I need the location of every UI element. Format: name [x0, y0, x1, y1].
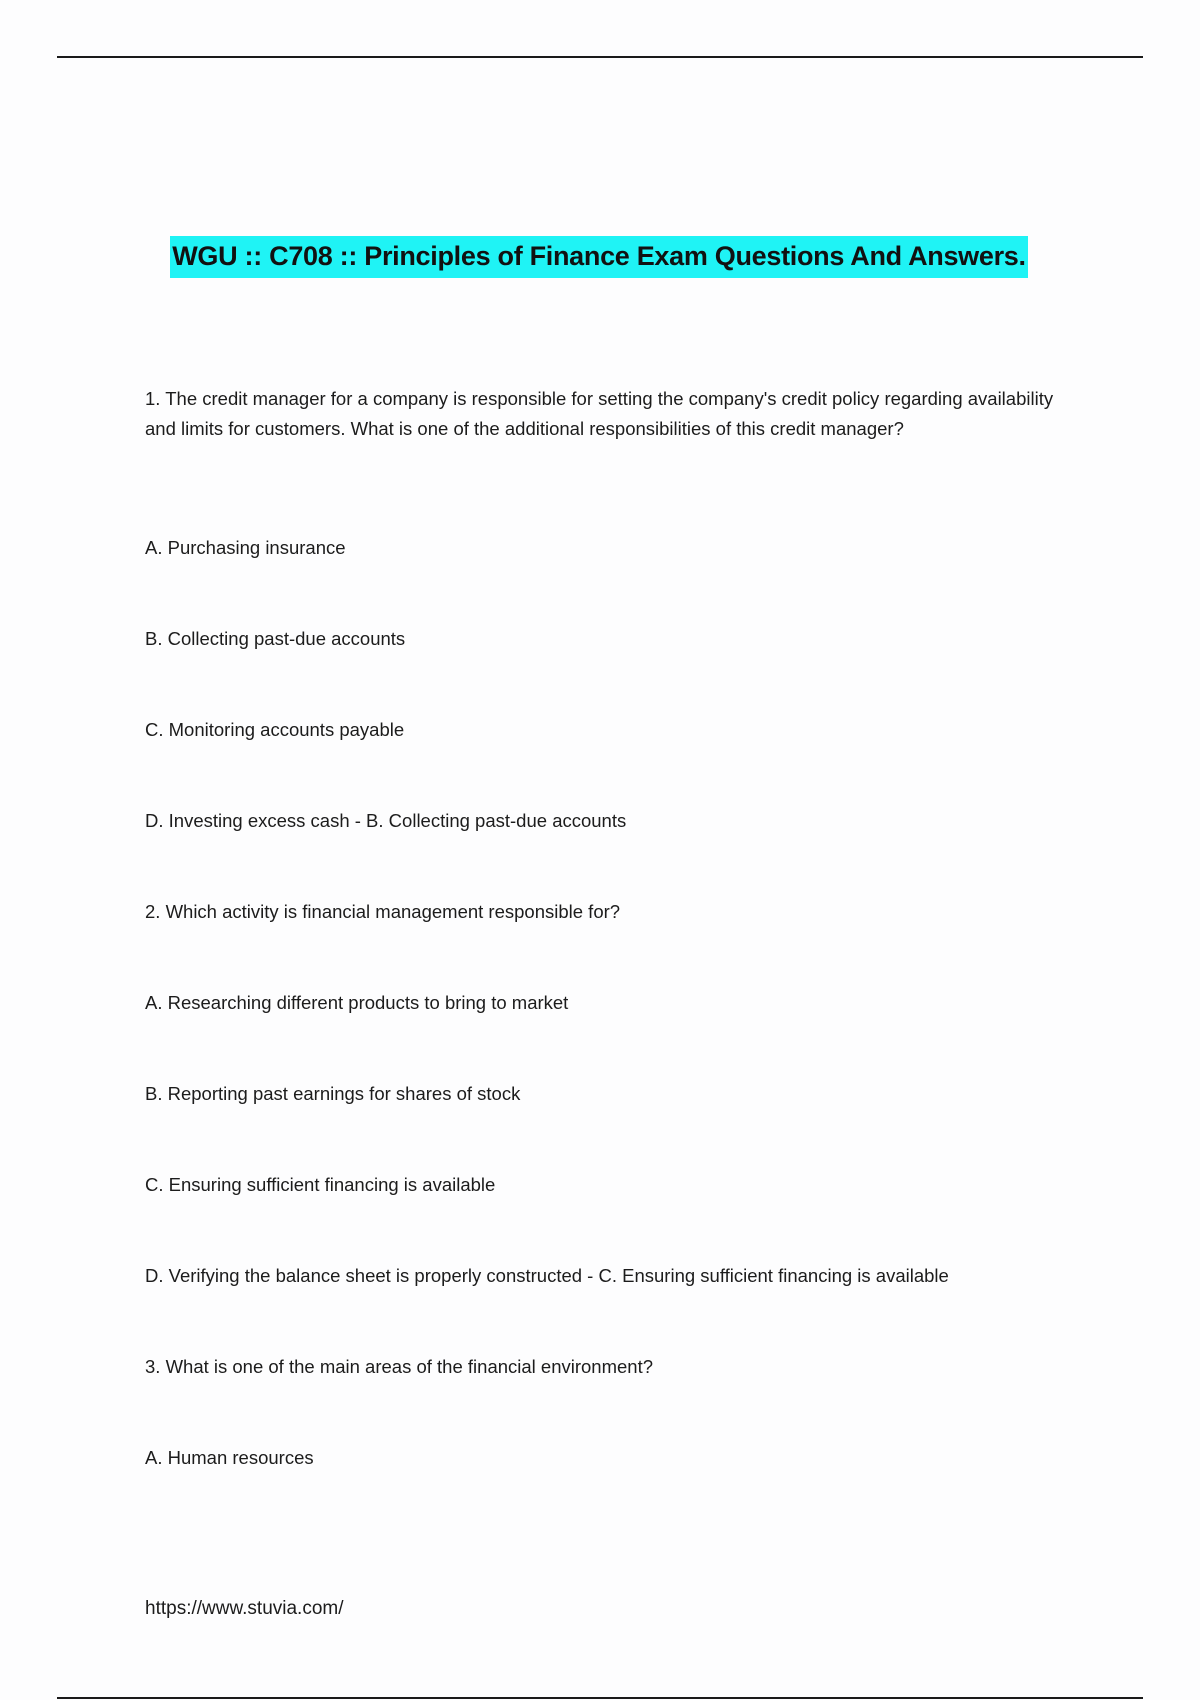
- answer-option-with-key: D. Investing excess cash - B. Collecting past-due accounts: [145, 810, 627, 831]
- bottom-divider: [57, 1697, 1143, 1699]
- answer-option: B. Reporting past earnings for shares of stock: [145, 1083, 521, 1104]
- answer-option: A. Researching different products to bring to market: [145, 992, 569, 1013]
- title-container: [0, 236, 1200, 278]
- document-title: WGU :: C708 :: Principles of Finance Exam Questions And Answers.: [170, 236, 1027, 278]
- answer-option: A. Human resources: [145, 1447, 314, 1468]
- question-2: 2. Which activity is financial management responsible for?: [145, 901, 621, 922]
- answer-option: A. Purchasing insurance: [145, 537, 346, 558]
- answer-option-with-key: D. Verifying the balance sheet is properly constructed - C. Ensuring sufficient financing is available: [145, 1265, 949, 1286]
- answer-option: C. Monitoring accounts payable: [145, 719, 405, 740]
- answer-option: B. Collecting past-due accounts: [145, 628, 406, 649]
- answer-option: C. Ensuring sufficient financing is available: [145, 1174, 496, 1195]
- footer-url-link[interactable]: https://www.stuvia.com/: [145, 1598, 344, 1619]
- question-1: 1. The credit manager for a company is responsible for setting the company's credit policy regarding availability and limits for customers. What is one of the additional responsibilities of this credit manager?: [145, 388, 1054, 439]
- top-divider: [57, 56, 1143, 58]
- question-3: 3. What is one of the main areas of the financial environment?: [145, 1356, 654, 1377]
